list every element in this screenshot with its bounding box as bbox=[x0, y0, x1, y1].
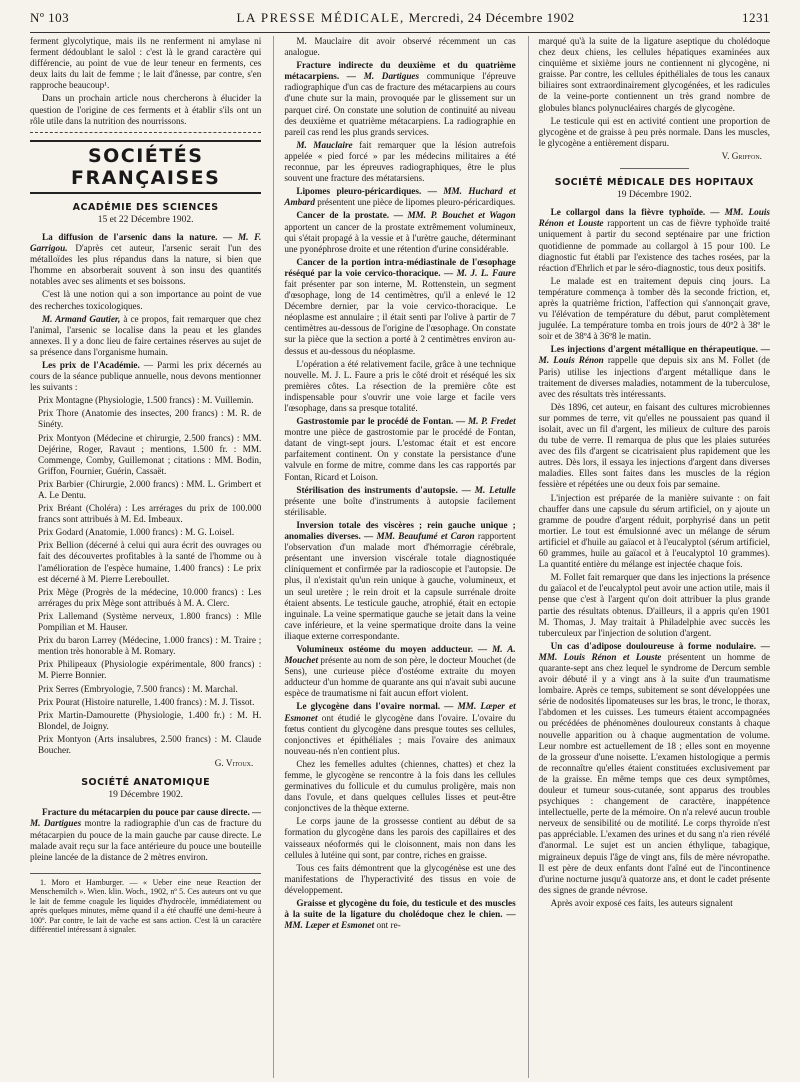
article-paragraph: Le testicule qui est en activité contient une proportion de glycogène et de graisse à peu près normale. Dans les muscles, le glycogène a entièrement disparu. bbox=[538, 115, 770, 148]
page-number: 1231 bbox=[742, 10, 770, 25]
article-authors: — MM. Louis Rénon et Louste bbox=[538, 640, 770, 662]
prize-item: Prix Godard (Anatomie, 1.000 francs) : M. G. Loisel. bbox=[38, 527, 235, 538]
article-authors: — M. Dartigues bbox=[30, 807, 262, 829]
article-text: M. Follet fait remarquer que dans les injections la présence du gaïacol et de l'eucalyptol peut avoir une action utile, mais il pense que c'est à l'argent qu'on doit attribuer la plus grande partie des résultats obtenus. D'ailleurs, il a appris qu'en 1901 M. Thomas, J. May traitait à Philadelphie avec succès les tuberculeux par l'injection de solution d'argent. bbox=[538, 572, 770, 638]
article-authors: — M. J. L. Faure bbox=[443, 267, 516, 278]
article-paragraph bbox=[284, 898, 515, 931]
article-authors: — MM. Huchard et Ambard bbox=[284, 186, 516, 208]
article-text: Tous ces faits démontrent que la glycogénèse est une des manifestations de l'hyperactivité des tissus en voie de développement. bbox=[284, 862, 516, 895]
signature: V. Griffon. bbox=[721, 150, 762, 161]
article-text: présente une boîte d'instruments à autopsie facilement stérilisable. bbox=[284, 495, 516, 517]
prize-item: Prix Pourat (Histoire naturelle, 1.400 francs) : M. J. Tissot. bbox=[38, 696, 255, 707]
issue-date: Mercredi, 24 Décembre 1902 bbox=[408, 10, 575, 25]
academie-article-1-cont: C'est là une notion qui a son importance au point de vue des recherches toxicologiques. bbox=[30, 289, 262, 311]
article-heading: Gastrostomie par le procédé de Fontan. bbox=[296, 416, 454, 427]
article-text: D'après cet auteur, l'arsenic serait l'un des métalloïdes les plus répandus dans la nature, si bien que l'homme en absorberait souvent à son insu des quantités notables avec ses aliments et ses boissons. bbox=[30, 243, 262, 287]
article-text: apportent un cancer de la prostate extrêmement volumineux, qui s'était propagé à la vessie et à l'urètre gauche, déterminant une pyonéphrose droite et une rétention d'urine considérable. bbox=[284, 221, 516, 254]
article-heading: Le glycogène dans l'ovaire normal. bbox=[296, 701, 441, 712]
header-title bbox=[237, 10, 575, 26]
article-paragraph bbox=[284, 759, 515, 814]
article-heading: Cancer de la portion intra-médiastinale de l'œsophage réséqué par la voie cervico-thoracique. bbox=[284, 256, 516, 278]
article-authors: — M. Letulle bbox=[461, 484, 516, 495]
article-authors: M. Mauclaire bbox=[296, 139, 353, 150]
article-paragraph bbox=[284, 701, 515, 756]
footnotes bbox=[30, 873, 261, 935]
column-3-articles bbox=[539, 207, 770, 909]
article-paragraph bbox=[539, 207, 770, 274]
issue-number: Nº 103 bbox=[30, 10, 70, 25]
anatomique-title: SOCIÉTÉ ANATOMIQUE bbox=[81, 777, 211, 789]
columns bbox=[30, 36, 770, 1078]
article-paragraph bbox=[539, 898, 770, 909]
article-paragraph bbox=[284, 359, 515, 414]
article-paragraph bbox=[539, 276, 770, 343]
article-authors: — M. Louis Rénon bbox=[538, 344, 770, 366]
article-paragraph bbox=[284, 416, 515, 483]
article-paragraph: marqué qu'à la suite de la ligature aseptique du cholédoque chez deux chiens, les cellules hépatiques examinées aux cinquième et sixième jours ne contiennent ni glycogène, ni graisse. Par contre, les cellules épithéliales de tous les canaux biliaires sont extraordinairement glycogénées, et les radicules de la veine-porte contiennent un très grand nombre de globules blancs polynucléaires chargés de glycogène. bbox=[538, 36, 770, 113]
prize-item: Prix Martin-Damourette (Physiologie, 1.400 fr.) : M. H. Blondel, de Joigny. bbox=[38, 709, 262, 731]
prize-item: Prix Philipeaux (Physiologie expérimentale, 800 francs) : M. Pierre Bonnier. bbox=[38, 659, 262, 681]
article-text: présente au nom de son père, le docteur Mouchet (de Sens), une curieuse pièce d'ostéome extraite du moyen adducteur d'un homme de quarante ans qui n'avait subi aucune espèce de traumatisme ni fait aucun effort violent. bbox=[284, 655, 516, 699]
article-authors: — M. A. Mouchet bbox=[284, 643, 516, 666]
article-authors: — M. F. Garrigou. bbox=[30, 231, 262, 254]
academie-title: ACADÉMIE DES SCIENCES bbox=[72, 201, 219, 213]
article-authors: — M. P. Fredet bbox=[456, 416, 516, 427]
article-text: présentent une pièce de lipomes pleuro-péricardiques. bbox=[317, 197, 516, 208]
prize-item: Prix Montyon (Arts insalubres, 2.500 francs) : M. Claude Boucher. bbox=[38, 733, 262, 755]
prize-item: Prix Montyon (Médecine et chirurgie, 2.500 francs) : MM. Dejérine, Roger, Ravaut ; mentions, 1.500 fr. : MM. Commenge, Comby, Guillemonat ; citations : MM. Bodin, Griffon, Fournier, Guérin, Cassaët. bbox=[38, 432, 262, 476]
article-authors: — M. Dartigues bbox=[346, 71, 420, 82]
section-divider bbox=[30, 132, 261, 133]
article-authors: M. Armand Gautier, bbox=[42, 313, 121, 324]
article-text: montre la radiographie d'un cas de fracture du métacarpien du pouce de la main gauche par cause directe. Le malade avait reçu sur la face antérieure du pouce une bouteille pleine lancée de la distance de 2 mètres environ. bbox=[30, 818, 262, 862]
article-heading: Cancer de la prostate. bbox=[296, 210, 390, 221]
section-divider bbox=[620, 168, 689, 169]
article-text: fait remarquer que la lésion autrefois appelée « pied forcé » par les médecins militaires a été reconnue, par les épreuves radiographiques, être le plus souvent une fracture des métatarsiens. bbox=[284, 139, 516, 184]
column-1 bbox=[30, 36, 261, 1078]
academie-date: 15 et 22 Décembre 1902. bbox=[97, 214, 194, 225]
article-paragraph bbox=[284, 816, 515, 860]
article-paragraph bbox=[284, 644, 515, 699]
article-text: Le malade est en traitement depuis cinq jours. La température commença à tomber dès la seconde friction, et, après la quatrième friction, l'affection qui s'annonçait grave, vu l'élévation de température du début, parut complètement jugulée. La température tomba en trois jours de 40º2 à 38º le soir et de 38º4 à 36º8 le matin. bbox=[538, 275, 770, 342]
prize-item: Prix Serres (Embryologie, 7.500 francs) : M. Marchal. bbox=[38, 683, 238, 694]
article-heading: Les injections d'argent métallique en thérapeutique. bbox=[550, 344, 758, 355]
footnote-1: 1. Moro et Hamburger. — « Ueber eine neue Reaction der Menschemilch ». Wien. klin. Woch., 1902, nº 5. Ces auteurs ont vu que le lait de femme coagule les liquides d'hydrocèle, immédiatement ou après quelques minutes, même quand il a été chauffé une demi-heure à 100º. Par contre, le lait de vache est sans action. C'est là un caractère différentiel intéressant à signaler. bbox=[30, 877, 262, 935]
anatomique-article-1 bbox=[30, 807, 261, 862]
article-authors: — MM. P. Bouchet et Wagon bbox=[393, 210, 516, 221]
prize-item: Prix Mège (Progrès de la médecine, 10.000 francs) : Les arrérages du prix Mège sont attribués à M. A. Clerc. bbox=[38, 586, 262, 608]
prize-item: Prix Thore (Anatomie des insectes, 200 francs) : M. R. de Sinéty. bbox=[38, 408, 262, 430]
article-paragraph bbox=[539, 344, 770, 399]
hopitaux-title: SOCIÉTÉ MÉDICALE DES HOPITAUX bbox=[554, 177, 754, 189]
article-heading: Fracture du métacarpien du pouce par cause directe. bbox=[42, 807, 250, 818]
article-authors: — MM. Læper et Esmonet bbox=[284, 909, 516, 931]
article-text: rapportent l'observation d'un malade mort d'hémorragie cérébrale, présentant une inversion viscérale totale diagnostiquée cliniquement et confirmée par la radioscopie et l'autopsie. De plus, il n'existait qu'un rein unique à gauche, volumineux, et un seul uretère ; le rein droit et la capsule surrénale droite étaient absents. Le testicule gauche, atrophié, était en ectopie inguinale. La veine spermatique gauche se jetait dans la veine cave inférieure, et la veine spermatique droite dans la veine iliaque externe correspondante. bbox=[284, 531, 516, 641]
article-paragraph bbox=[539, 493, 770, 571]
article-text: — Parmi les prix décernés au cours de la séance publique annuelle, nous devons mentionner les suivants : bbox=[30, 359, 262, 393]
anatomique-date: 19 Décembre 1902. bbox=[108, 790, 183, 801]
article-heading: Fracture indirecte du deuxième et du quatrième métacarpiens. bbox=[284, 60, 516, 82]
article-authors: — MM. Beaufumé et Caron bbox=[364, 531, 475, 542]
article-text: fait présenter par son interne, M. Rottenstein, un segment d'œsophage, long de 14 centimètres, qu'il a enlevé le 12 Décembre dernier, par la voie cervico-thoracique. Le néoplasme est annulaire ; il était senti par l'olive à partir de 7 centimètres au-dessous de l'origine de l'œsophage. On constate sur la pièce que la section a porté à 2 centimètres environ au-dessus et au-dessous du néoplasme. bbox=[284, 278, 516, 356]
article-text: à ce propos, fait remarquer que chez l'animal, l'arsenic se localise dans la peau et les glandes annexes. Il y a donc lieu de faire certaines réserves au sujet de sa présence dans l'organisme humain. bbox=[30, 313, 262, 357]
article-heading: La diffusion de l'arsenic dans la nature. bbox=[42, 231, 218, 242]
article-paragraph bbox=[284, 186, 515, 208]
journal-name: LA PRESSE MÉDICALE, bbox=[236, 10, 405, 25]
article-heading: Les prix de l'Académie. bbox=[42, 359, 140, 370]
article-authors: — MM. Louis Rénon et Louste bbox=[538, 207, 770, 229]
article-heading: Stérilisation des instruments d'autopsie. bbox=[296, 484, 458, 495]
article-paragraph bbox=[284, 257, 515, 357]
article-text: rapportent un cas de fièvre typhoïde traité uniquement à partir du second septénaire par une friction quotidienne de pommade au collargol à 15 pour 100. Le diagnostic fut établi par l'existence des taches rosées, par la réaction d'Ehrlich et par le séro-diagnostic, tous deux positifs. bbox=[538, 218, 770, 273]
article-text: Le corps jaune de la grossesse contient au début de sa formation du glycogène dans les parois des capillaires et des vaisseaux néoformés qui le cloisonnent, mais non dans les cellules à lutéine qui sont, par contre, riches en graisse. bbox=[284, 816, 516, 860]
article-paragraph bbox=[284, 140, 515, 184]
article-text: montre une pièce de gastrostomie par le procédé de Fontan, datant de vingt-sept jours. L'estomac était et est encore parfaitement continent. On y constate la persistance d'une valvule en forme de mitre, comme dans les cas rapportés par Fontan, Ricard et Loison. bbox=[284, 427, 516, 482]
prize-item: Prix du baron Larrey (Médecine, 1.000 francs) : M. Traire ; mention très honorable à M. Romary. bbox=[38, 635, 262, 657]
prize-item: Prix Bréant (Choléra) : Les arrérages du prix de 100.000 francs sont attribués à M. Ed. Imbeaux. bbox=[38, 503, 262, 525]
prize-item: Prix Bellion (décerné à celui qui aura écrit des ouvrages ou fait des découvertes profitables à la santé de l'homme ou à l'amélioration de l'espèce humaine, 1.400 francs) : Le prix est décerné à M. Pierre Lereboullet. bbox=[38, 540, 262, 584]
article-paragraph: M. Mauclaire dit avoir observé récemment un cas analogue. bbox=[284, 36, 516, 58]
article-heading: Un cas d'adipose douloureuse à forme nodulaire. bbox=[550, 640, 757, 651]
article-heading: Inversion totale des viscères ; rein gauche unique ; anomalies diverses. bbox=[284, 519, 516, 542]
article-text: L'opération a été relativement facile, grâce à une technique nouvelle. M. J. L. Faure a pris le côté droit et réséqué les six premières côtes. La résection de la première côte est indispensable pour s'ouvrir une voie large et facile vers l'œsophage, dans sa presque totalité. bbox=[284, 358, 516, 413]
article-paragraph bbox=[284, 210, 515, 254]
article-text: présentent un homme de quarante-sept ans chez lequel le syndrome de Dercum semble avoir débuté il y a vingt ans à la suite d'un traumatisme lombaire. Après ce temps, subitement se sont développées une série de nodosités lipomateuses sur les bras, le tronc, le thorax, l'abdomen et les cuisses. Les tumeurs étaient accompagnées ou précédées de phénomènes douloureux constants à chaque nouvelle apparition ou à chaque augmentation de volume. Leur nombre est actuellement de 18 ; elles sont en moyenne de la grosseur d'une noisette. L'examen histologique a permis de reconnaître qu'elles étaient constituées exclusivement par de la graisse. En même temps que ces deux symptômes, douleur et tumeur sous-cutanée, sont apparus des troubles psychiques : changement de caractère, inappétence intellectuelle, perte de la mémoire. On n'a relevé aucun trouble nerveux de sensibilité ou de motilité. Le corps thyroïde n'est pas appréciable. L'examen des urines et du sang n'a rien révélé d'anormal. Le sujet est un ancien éthylique, tabagique, migraineux depuis l'âge de vingt ans, fils de mère névropathe. Il est père de deux enfants dont l'aîné eut de l'incontinence d'urine nocturne jusqu'à quatorze ans, et dont le cadet présente des signes de grande névrose. bbox=[538, 651, 770, 895]
main-section-title: SOCIÉTÉS FRANÇAISES bbox=[30, 140, 261, 194]
intro-paragraph-2: Dans un prochain article nous chercherons à élucider la question de l'origine de ces ferments et à établir s'ils ont un rôle utile dans la nutrition des nourrissons. bbox=[30, 93, 262, 126]
article-text: Dès 1896, cet auteur, en faisant des cultures microbiennes sur pommes de terre, vit qu'elles ne poussaient pas quand il isolait, avec un fil d'argent, les milieux de culture des parois du tube de verre. Il remarqua de plus que les plaies suturées avec des fils d'argent se cicatrisaient plus rapidement que les autres. Dès lors, il essaya les injections d'argent dans diverses maladies. Elles sont faites dans les muscles de la région fessière et répétées une ou deux fois par semaine. bbox=[538, 401, 770, 490]
article-paragraph bbox=[539, 572, 770, 639]
article-paragraph bbox=[284, 863, 515, 896]
article-text: rappelle que depuis six ans M. Follet (de Paris) utilise les injections d'argent métallique dans le traitement de diverses maladies, notamment de la tuberculose, avec des résultats très intéressants. bbox=[538, 355, 770, 399]
prize-item: Prix Lallemand (Système nerveux, 1.800 francs) : Mlle Pompilian et M. Hauser. bbox=[38, 610, 262, 633]
article-text: Chez les femelles adultes (chiennes, chattes) et chez la femme, le glycogène se rencontre à la fois dans les cellules germinatives du follicule et du cumulus proligère, mais non dans l'ovule, et dans quelques cellules lisses et peut-être conjonctives de la thèque externe. bbox=[284, 758, 516, 814]
academie-article-1 bbox=[30, 232, 261, 287]
signature: G. Vitoux. bbox=[214, 758, 254, 769]
article-text: L'injection est préparée de la manière suivante : on fait chauffer dans une capsule du sérum artificiel, on y ajoute un gramme de poudre d'argent réduit, porphyrisé dans un petit mortier. Le tout est émulsionné avec un mélange de sérum artificiel et d'huile au gaïacol et à l'eucalyptol (sérum artificiel, 60 grammes, huile au gaïacol et à l'eucalyptol 10 grammes). La quantité entière du mélange est injectée chaque fois. bbox=[538, 492, 770, 570]
article-heading: Le collargol dans la fièvre typhoïde. bbox=[550, 207, 706, 218]
column-2 bbox=[273, 36, 515, 1078]
hopitaux-date: 19 Décembre 1902. bbox=[616, 190, 692, 201]
prize-item: Prix Montagne (Physiologie, 1.500 francs) : M. Vuillemin. bbox=[38, 395, 254, 406]
article-text: ont re- bbox=[376, 920, 401, 931]
article-paragraph bbox=[539, 402, 770, 491]
article-heading: Volumineux ostéome du moyen adducteur. bbox=[296, 643, 473, 654]
prize-item: Prix Barbier (Chirurgie, 2.000 francs) : MM. L. Grimbert et A. Le Dentu. bbox=[38, 478, 262, 500]
article-paragraph bbox=[284, 520, 515, 642]
prix-intro bbox=[30, 360, 261, 393]
article-heading: Lipomes pleuro-péricardiques. bbox=[296, 186, 422, 197]
article-text: Après avoir exposé ces faits, les auteurs signalent bbox=[550, 897, 733, 908]
article-text: communique l'épreuve radiographique d'un cas de fracture des métacarpiens au cours d'une chute sur la main, provoquée par le glissement sur un parquet ciré. On constate une solution de continuité au niveau des deuxième et quatrième métacarpiens. La radiographie en pareil cas rend les plus grands services. bbox=[284, 71, 516, 137]
article-paragraph bbox=[284, 485, 515, 518]
intro-paragraph-1: ferment glycolytique, mais ils ne renferment ni amylase ni ferment dédoublant le salol : c'est là le grand caractère qui différencie, au point de vue de leur teneur en ferments, ces deux laits du lait de femme ; le lait d'ânesse, par contre, s'en rapproche beaucoup¹. bbox=[30, 36, 262, 91]
article-authors: — MM. Læper et Esmonet bbox=[284, 701, 516, 723]
article-heading: Graisse et glycogène du foie, du testicule et des muscles à la suite de la ligature du cholédoque chez le chien. bbox=[284, 898, 516, 920]
column-2-articles bbox=[284, 60, 515, 931]
page-header bbox=[30, 4, 770, 33]
article-paragraph bbox=[539, 641, 770, 896]
article-text: ont étudié le glycogène dans l'ovaire. L'ovaire du fœtus contient du glycogène dans presque toutes ses cellules, conjonctives et épithéliales ; mais l'ovaire des animaux nouveau-nés n'en contient plus. bbox=[284, 712, 516, 756]
academie-article-1-remark bbox=[30, 314, 261, 358]
article-paragraph bbox=[284, 60, 515, 138]
column-3 bbox=[528, 36, 770, 1078]
